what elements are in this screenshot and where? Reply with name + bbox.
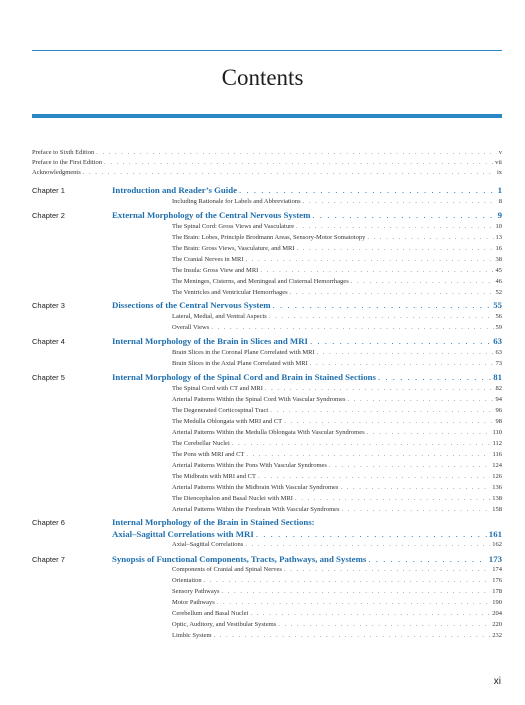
toc-section-entry[interactable] <box>172 360 502 368</box>
section-page: 116 <box>492 451 502 458</box>
toc-section-entry[interactable] <box>172 577 502 585</box>
section-page: 176 <box>492 577 502 584</box>
toc-section-entry[interactable] <box>172 429 502 437</box>
dot-leader <box>278 621 490 629</box>
section-title: The Cerebellar Nuclei <box>172 440 230 447</box>
dot-leader <box>290 289 494 297</box>
toc-section-entry[interactable] <box>172 621 502 629</box>
section-title: Orientation <box>172 577 202 584</box>
dot-leader <box>239 185 496 196</box>
dot-leader <box>270 407 493 415</box>
section-title: Overall Views <box>172 324 210 331</box>
dot-leader <box>258 473 490 481</box>
section-title: The Brain: Lobes, Principle Brodmann Areas, Sensory-Motor Somatotopy <box>172 234 366 241</box>
toc-section-entry[interactable] <box>172 632 502 640</box>
toc-section-entry[interactable] <box>172 349 502 357</box>
toc-section-entry[interactable] <box>172 385 502 393</box>
dot-leader <box>317 349 494 357</box>
section-page: 59 <box>495 324 502 331</box>
section-title: The Diencephalon and Basal Nuclei with MRI <box>172 495 293 502</box>
dot-leader <box>310 360 494 368</box>
chapter-label: Chapter 5 <box>32 373 65 382</box>
dot-leader <box>367 429 491 437</box>
dot-leader <box>245 541 490 549</box>
section-title: Axial–Sagittal Correlations <box>172 541 244 548</box>
toc-section-entry[interactable] <box>172 407 502 415</box>
section-title: Brain Slices in the Coronal Plane Correlated with MRI <box>172 349 315 356</box>
chapter-title: Axial–Sagittal Correlations with MRI <box>112 529 254 539</box>
chapter-title: Synopsis of Functional Components, Tracts, Pathways, and Systems <box>112 554 367 564</box>
toc-section-entry[interactable] <box>172 610 502 618</box>
toc-section-entry[interactable] <box>172 588 502 596</box>
dot-leader <box>297 245 494 253</box>
section-title: Arterial Patterns Within the Midbrain With Vascular Syndromes <box>172 484 339 491</box>
toc-front-matter-entry[interactable] <box>32 149 502 157</box>
dot-leader <box>340 484 490 492</box>
section-page: 158 <box>492 506 502 513</box>
toc-section-entry[interactable] <box>172 462 502 470</box>
entry-title: Preface to Sixth Edition <box>32 149 95 156</box>
dot-leader <box>204 577 491 585</box>
section-page: 94 <box>495 396 502 403</box>
toc-section-entry[interactable] <box>172 198 502 206</box>
entry-page: v <box>498 149 502 156</box>
chapter-title: Dissections of the Central Nervous System <box>112 300 271 310</box>
toc-chapter-entry[interactable] <box>112 300 502 311</box>
section-title: Sensory Pathways <box>172 588 220 595</box>
entry-title: Acknowledgments <box>32 169 81 176</box>
chapter-label: Chapter 7 <box>32 555 65 564</box>
dot-leader <box>284 566 490 574</box>
dot-leader <box>295 495 490 503</box>
page-number: xi <box>493 676 501 687</box>
section-title: Arterial Patterns Within the Spinal Cord With Vascular Syndromes <box>172 396 346 403</box>
toc-front-matter-entry[interactable] <box>32 159 502 167</box>
section-title: The Cranial Nerves in MRI <box>172 256 244 263</box>
section-page: 138 <box>492 495 502 502</box>
section-page: 204 <box>492 610 502 617</box>
dot-leader <box>246 451 490 459</box>
chapter-page: 81 <box>493 372 502 382</box>
section-page: 110 <box>492 429 502 436</box>
chapter-page: 63 <box>493 336 502 346</box>
dot-leader <box>217 599 490 607</box>
chapter-title: Internal Morphology of the Brain in Slices and MRI <box>112 336 308 346</box>
dot-leader <box>265 385 494 393</box>
toc-section-entry[interactable] <box>172 245 502 253</box>
dot-leader <box>329 462 490 470</box>
chapter-page: 9 <box>497 210 502 220</box>
section-page: 73 <box>495 360 502 367</box>
section-page: 190 <box>492 599 502 606</box>
dot-leader <box>232 440 491 448</box>
section-title: The Meninges, Cisterns, and Meningeal and Cisternal Hemorrhages <box>172 278 349 285</box>
section-title: Arterial Patterns Within the Pons With Vascular Syndromes <box>172 462 327 469</box>
section-page: 178 <box>492 588 502 595</box>
toc-section-entry[interactable] <box>172 396 502 404</box>
toc-section-entry[interactable] <box>172 289 502 297</box>
section-page: 82 <box>495 385 502 392</box>
toc-section-entry[interactable] <box>172 267 502 275</box>
section-title: Arterial Patterns Within the Medulla Oblongata With Vascular Syndromes <box>172 429 365 436</box>
toc-section-entry[interactable] <box>172 313 502 321</box>
dot-leader <box>83 169 495 177</box>
dot-leader <box>284 418 493 426</box>
section-page: 46 <box>495 278 502 285</box>
toc-chapter-entry[interactable] <box>112 372 502 383</box>
dot-leader <box>269 313 494 321</box>
section-title: The Insula: Gross View and MRI <box>172 267 259 274</box>
dot-leader <box>245 256 493 264</box>
dot-leader <box>256 529 487 540</box>
dot-leader <box>303 198 497 206</box>
section-page: 56 <box>495 313 502 320</box>
section-title: The Spinal Cord: Gross Views and Vasculature <box>172 223 295 230</box>
bottom-rule <box>32 114 502 118</box>
entry-page: vii <box>495 159 502 166</box>
chapter-label: Chapter 1 <box>32 186 65 195</box>
section-page: 45 <box>495 267 502 274</box>
page-title: Contents <box>221 65 304 90</box>
section-title: The Brain: Gross Views, Vasculature, and MRI <box>172 245 295 252</box>
chapter-page: 173 <box>488 554 502 564</box>
section-page: 124 <box>492 462 502 469</box>
section-title: The Spinal Cord with CT and MRI <box>172 385 263 392</box>
toc-section-entry[interactable] <box>172 506 502 514</box>
toc-section-entry[interactable] <box>172 484 502 492</box>
toc-section-entry[interactable] <box>172 566 502 574</box>
section-title: Limbic System <box>172 632 212 639</box>
section-page: 13 <box>495 234 502 241</box>
section-title: Arterial Patterns Within the Forebrain With Vascular Syndromes <box>172 506 340 513</box>
toc-chapter-entry[interactable] <box>112 529 502 540</box>
section-title: The Ventricles and Ventricular Hemorrhages <box>172 289 288 296</box>
chapter-label: Chapter 2 <box>32 211 65 220</box>
section-page: 10 <box>495 223 502 230</box>
toc-section-entry[interactable] <box>172 451 502 459</box>
dot-leader <box>104 159 493 167</box>
section-page: 8 <box>498 198 502 205</box>
chapter-title-line-1[interactable]: Internal Morphology of the Brain in Stained Sections: <box>112 517 315 527</box>
toc-chapter-entry[interactable] <box>112 210 502 221</box>
dot-leader <box>368 554 486 565</box>
section-page: 220 <box>492 621 502 628</box>
chapter-title: Internal Morphology of the Spinal Cord and Brain in Stained Sections <box>112 372 376 382</box>
dot-leader <box>351 278 494 286</box>
dot-leader <box>310 336 491 347</box>
toc-section-entry[interactable] <box>172 223 502 231</box>
chapter-page: 1 <box>497 185 502 195</box>
dot-leader <box>312 210 495 221</box>
section-page: 136 <box>492 484 502 491</box>
chapter-label: Chapter 3 <box>32 301 65 310</box>
section-title: The Degenerated Corticospinal Tract <box>172 407 269 414</box>
dot-leader <box>221 588 490 596</box>
section-page: 16 <box>495 245 502 252</box>
section-page: 63 <box>495 349 502 356</box>
section-title: Lateral, Medial, and Ventral Aspects <box>172 313 267 320</box>
toc-section-entry[interactable] <box>172 473 502 481</box>
toc-section-entry[interactable] <box>172 440 502 448</box>
dot-leader <box>211 324 493 332</box>
dot-leader <box>260 267 493 275</box>
toc-chapter-entry[interactable] <box>112 336 502 347</box>
dot-leader <box>367 234 493 242</box>
dot-leader <box>250 610 490 618</box>
chapter-title: Introduction and Reader’s Guide <box>112 185 238 195</box>
entry-page: ix <box>496 169 502 176</box>
chapter-label: Chapter 6 <box>32 518 65 527</box>
section-title: Motor Pathways <box>172 599 215 606</box>
section-title: Cerebellum and Basal Nuclei <box>172 610 249 617</box>
section-title: The Medulla Oblongata with MRI and CT <box>172 418 283 425</box>
dot-leader <box>348 396 494 404</box>
dot-leader <box>214 632 491 640</box>
section-page: 232 <box>492 632 502 639</box>
toc-section-entry[interactable] <box>172 234 502 242</box>
dot-leader <box>296 223 493 231</box>
toc-section-entry[interactable] <box>172 599 502 607</box>
toc-section-entry[interactable] <box>172 541 502 549</box>
top-rule <box>32 50 502 51</box>
dot-leader <box>342 506 491 514</box>
chapter-page: 55 <box>493 300 502 310</box>
toc-section-entry[interactable] <box>172 256 502 264</box>
toc-front-matter-entry[interactable] <box>32 169 502 177</box>
toc-chapter-entry[interactable] <box>112 185 502 196</box>
dot-leader <box>273 300 492 311</box>
section-title: The Pons with MRI and CT <box>172 451 245 458</box>
section-page: 96 <box>495 407 502 414</box>
section-title: Brain Slices in the Axial Plane Correlated with MRI <box>172 360 308 367</box>
dot-leader <box>96 149 496 157</box>
section-title: The Midbrain with MRI and CT <box>172 473 256 480</box>
toc-section-entry[interactable] <box>172 495 502 503</box>
section-page: 98 <box>495 418 502 425</box>
section-title: Components of Cranial and Spinal Nerves <box>172 566 282 573</box>
section-page: 52 <box>495 289 502 296</box>
entry-title: Preface to the First Edition <box>32 159 103 166</box>
section-page: 38 <box>495 256 502 263</box>
dot-leader <box>378 372 491 383</box>
toc-chapter-entry[interactable] <box>112 554 502 565</box>
section-title: Including Rationale for Labels and Abbreviations <box>172 198 301 205</box>
section-page: 126 <box>492 473 502 480</box>
chapter-page: 161 <box>488 529 502 539</box>
section-page: 174 <box>492 566 502 573</box>
toc-section-entry[interactable] <box>172 278 502 286</box>
toc-section-entry[interactable] <box>172 324 502 332</box>
chapter-label: Chapter 4 <box>32 337 65 346</box>
section-page: 112 <box>492 440 502 447</box>
toc-section-entry[interactable] <box>172 418 502 426</box>
chapter-title: External Morphology of the Central Nervous System <box>112 210 311 220</box>
section-title: Optic, Auditory, and Vestibular Systems <box>172 621 277 628</box>
section-page: 162 <box>492 541 502 548</box>
